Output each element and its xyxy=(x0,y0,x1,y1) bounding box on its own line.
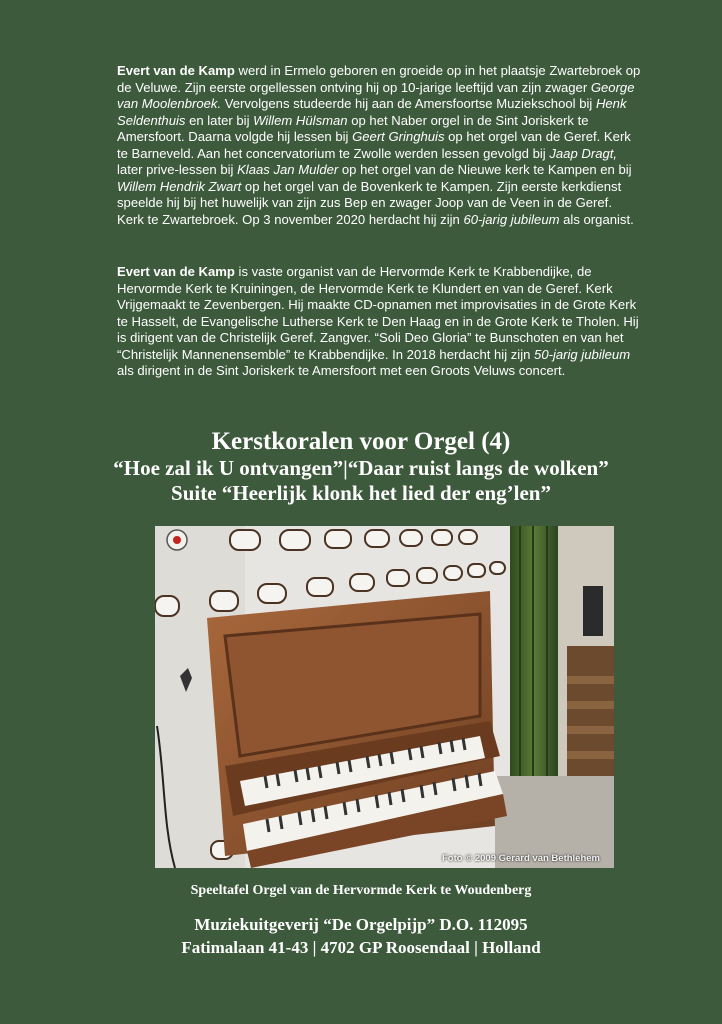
bio-name: Evert van de Kamp xyxy=(117,264,235,279)
subtitle-suite: Suite “Heerlijk klonk het lied der eng’len” xyxy=(171,481,551,505)
publisher-address: Fatimalaan 41-43 | 4702 GP Roosendaal | Holland xyxy=(181,938,541,957)
bio-italic: 50-jarig jubileum xyxy=(534,346,631,362)
title-block xyxy=(0,428,722,506)
bio-italic: Henk Seldenthuis xyxy=(117,96,627,128)
bio-italic: Willem Hülsman xyxy=(253,112,348,128)
organ-console-illustration xyxy=(155,526,614,868)
bio-text: op het orgel van de Nieuwe kerk te Kampen en bij xyxy=(338,162,632,177)
bio-text: is vaste organist van de Hervormde Kerk te Krabbendijke, de Hervormde Kerk te Kruiningen, de Hervormde Kerk te Klundert en van de Geref. Kerk Vrijgemaakt te Zevenbergen. Hij maakte CD-opnamen met improvisaties in de Grote Kerk te Hasselt, de Evangelische Lutherse Kerk te Den Haag en in de Grote Kerk te Tholen. Hij is dirigent van de Christelijk Geref. Zangver. “Soli Deo Gloria” te Bunschoten en van het “Christelijk Mannenensemble” te Krabbendijke. In 2018 herdacht hij zijn xyxy=(117,264,639,362)
bio-text: op het Naber orgel in de Sint Joriskerk te Amersfoort. Daarna volgde hij lessen bij xyxy=(117,112,589,144)
publisher-name: Muziekuitgeverij “De Orgelpijp” D.O. 112095 xyxy=(194,915,528,934)
bio-name: Evert van de Kamp xyxy=(117,63,235,78)
bio-text: als organist. xyxy=(559,211,634,227)
bio-text: op het orgel van de Geref. Kerk te Barneveld. Aan het concervatorium te Zwolle werden lessen gevolgd bij xyxy=(117,129,631,161)
publisher-info xyxy=(0,913,722,959)
photo-credit: Foto © 2009 Gerard van Bethlehem xyxy=(442,853,600,864)
bio-italic: 60-jarig jubileum xyxy=(463,211,560,227)
main-title: Kerstkoralen voor Orgel (4) xyxy=(211,428,511,455)
subtitle-chorales: “Hoe zal ik U ontvangen”|“Daar ruist langs de wolken” xyxy=(113,456,609,480)
bio-text: Vervolgens studeerde hij aan de Amersfoortse Muziekschool bij xyxy=(221,96,596,111)
bio-italic: Jaap Dragt, xyxy=(549,145,618,161)
organ-console-photo xyxy=(155,526,614,868)
bio-italic: Geert Gringhuis xyxy=(352,129,445,144)
bio-paragraph-1 xyxy=(117,63,642,228)
bio-text: werd in Ermelo geboren en groeide op in het plaatsje Zwartebroek op de Veluwe. Zijn eerste orgellessen ontving hij op 10-jarige leeftijd van zijn zwager xyxy=(117,63,641,95)
bio-italic: Willem Hendrik Zwart xyxy=(117,178,242,194)
bio-text: en later bij xyxy=(185,112,254,128)
photo-caption: Speeltafel Orgel van de Hervormde Kerk te Woudenberg xyxy=(190,883,532,898)
bio-italic: Klaas Jan Mulder xyxy=(237,162,339,177)
bio-italic: George van Moolenbroek. xyxy=(117,79,635,111)
bio-paragraph-2 xyxy=(117,264,642,380)
bio-text: op het orgel van de Bovenkerk te Kampen. Zijn eerste kerkdienst speelde hij bij het huwelijk van zijn zus Bep en zwager Joop van de Veen in de Geref. Kerk te Zwartebroek. Op 3 november 2020 herdacht hij zijn xyxy=(117,178,622,227)
bio-text: later prive-lessen bij xyxy=(117,162,238,177)
bio-text: als dirigent in de Sint Joriskerk te Amersfoort met een Groots Veluws concert. xyxy=(117,363,566,378)
